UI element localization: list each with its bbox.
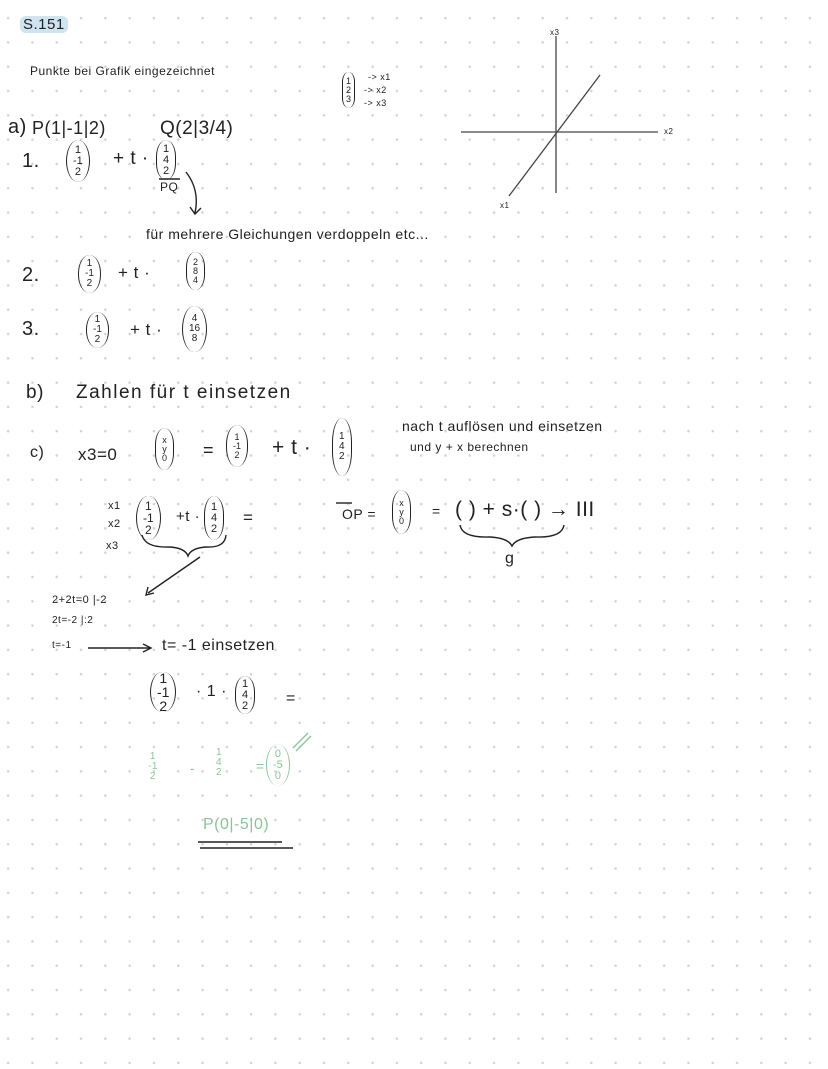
axis-label-x2: x2	[664, 127, 674, 136]
green-minus: -	[190, 760, 196, 776]
step-result: t= -1 einsetzen	[162, 637, 275, 654]
c-row-equals: =	[243, 508, 254, 527]
green-column-1: 1 -1 2	[148, 751, 158, 782]
g-label: g	[505, 550, 515, 567]
eq1-vector-1: 1 -1 2	[66, 140, 90, 182]
c-note-1: nach t auflösen und einsetzen	[402, 418, 603, 434]
eq2-vector-2: 2 8 4	[186, 252, 205, 290]
eq3-vector-2: 4 16 8	[182, 306, 207, 352]
note-duplicate: für mehrere Gleichungen verdoppeln etc...	[146, 226, 429, 242]
c-condition: x3=0	[78, 445, 118, 464]
legend-vector: 1 2 3	[342, 72, 355, 108]
step-2: 2t=-2 |:2	[52, 615, 94, 626]
row-label-x2: x2	[108, 518, 121, 530]
page-title: S.151	[20, 16, 68, 33]
green-result-vector: 0 -5 0	[266, 744, 290, 786]
calc-vector-2: 1 4 2	[235, 676, 255, 714]
pointer-line	[148, 557, 200, 593]
c-row-op: +t ·	[176, 508, 201, 525]
point-p: P(1|-1|2)	[32, 118, 106, 138]
part-b-label: b)	[26, 382, 44, 403]
eq2-number: 2.	[22, 264, 40, 286]
axis-label-x1: x1	[500, 201, 510, 210]
eq3-number: 3.	[22, 318, 40, 340]
eq1-vector-2: 1 4 2	[156, 140, 176, 180]
step-1: 2+2t=0 |-2	[52, 594, 107, 606]
answer-point: P(0|-5|0)	[203, 816, 270, 833]
part-c-label: c)	[30, 444, 45, 461]
row-label-x1: x1	[108, 500, 121, 512]
eq1-number: 1.	[22, 150, 40, 172]
intro-text: Punkte bei Grafik eingezeichnet	[30, 64, 215, 78]
green-equals: =	[256, 758, 265, 774]
c-note-2: und y + x berechnen	[410, 440, 529, 454]
eq1-op: + t ·	[113, 148, 149, 169]
row-label-x3: x3	[106, 540, 119, 552]
brace-g	[460, 525, 564, 546]
part-a-label: a)	[8, 116, 27, 138]
calc-op: · 1 ·	[196, 683, 227, 700]
arrow-curve	[186, 172, 201, 214]
eq2-op: + t ·	[118, 263, 151, 282]
c-equals: =	[203, 440, 215, 460]
c-vector-1: 1 -1 2	[226, 425, 248, 467]
op-label: OP =	[342, 506, 377, 522]
eq3-vector-1: 1 -1 2	[86, 312, 109, 348]
legend-x1: -> x1	[368, 72, 391, 82]
c-op: + t ·	[272, 436, 312, 459]
legend-x2: -> x2	[364, 85, 387, 95]
axis-x1	[509, 75, 600, 196]
op-equals: =	[432, 503, 441, 519]
c-vector-xy0: x y 0	[155, 428, 174, 470]
calc-vector-1: 1 -1 2	[150, 672, 176, 712]
op-rest: ( ) + s·( ) → III	[455, 498, 595, 521]
eq2-vector-1: 1 -1 2	[78, 255, 101, 293]
eq3-op: + t ·	[130, 320, 163, 339]
axis-label-x3: x3	[550, 28, 560, 37]
green-column-2: 1 4 2	[216, 747, 223, 778]
c-vector-2: 1 4 2	[332, 418, 352, 476]
point-q: Q(2|3/4)	[160, 118, 234, 139]
pq-label: PQ	[160, 180, 179, 194]
op-vector: x y 0	[392, 490, 411, 534]
calc-equals: =	[286, 690, 296, 707]
c-row-vector-1: 1 -1 2	[136, 496, 161, 540]
c-row-vector-2: 1 4 2	[204, 496, 224, 540]
legend-x3: -> x3	[364, 98, 387, 108]
step-3: t=-1	[52, 640, 72, 651]
part-b-text: Zahlen für t einsetzen	[76, 382, 292, 403]
